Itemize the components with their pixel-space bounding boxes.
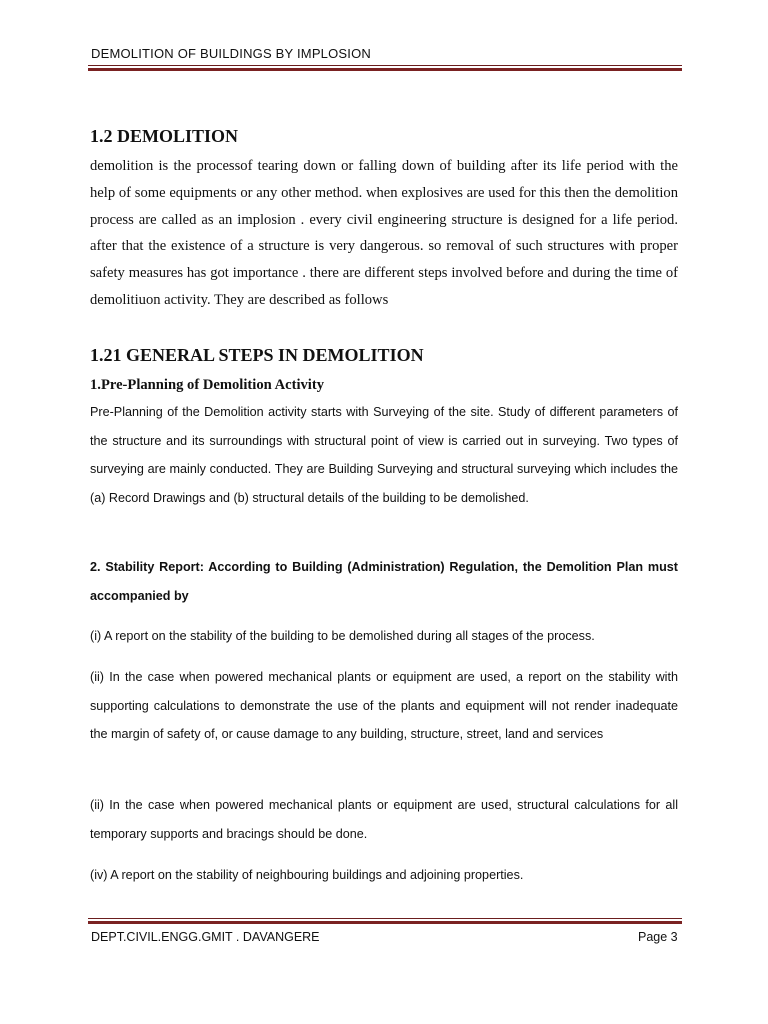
item-ii-b: (ii) In the case when powered mechanical plants or equipment are used, structural calculations for all temporary supports and bracings should be done. (90, 798, 678, 841)
page-number: Page 3 (638, 930, 678, 944)
step2-title: 2. Stability Report: According to Building (Administration) Regulation, the Demolition Plan must accompanied by (90, 560, 678, 603)
demolition-paragraph: demolition is the processof tearing down or falling down of building after its life period with the help of some equipments or any other method. when explosives are used for this then the demolition process are called as an implosion . every civil engineering structure is designed for a life period. after that the existence of a structure is very dangerous. so removal of such structures with proper safety measures has got importance . there are different steps involved before and during the time of demolitiuon activity. They are described as follows (90, 158, 678, 308)
item-ii-a: (ii) In the case when powered mechanical plants or equipment are used, a report on the stability with supporting calculations to demonstrate the use of the plants and equipment will not render inadequate the margin of safety of, or cause damage to any building, structure, street, land and services (90, 670, 678, 741)
footer-rule (88, 918, 682, 924)
section-heading-demolition: 1.2 DEMOLITION (90, 126, 239, 146)
step1-title: 1.Pre-Planning of Demolition Activity (90, 377, 325, 393)
section-heading-general-steps: 1.21 GENERAL STEPS IN DEMOLITION (90, 345, 424, 365)
footer-department: DEPT.CIVIL.ENGG.GMIT . DAVANGERE (91, 930, 320, 944)
header-rule (88, 65, 682, 71)
running-header: DEMOLITION OF BUILDINGS BY IMPLOSION (91, 46, 372, 61)
item-iv: (iv) A report on the stability of neighbouring buildings and adjoining properties. (90, 868, 524, 882)
step1-paragraph: Pre-Planning of the Demolition activity starts with Surveying of the site. Study of different parameters of the structure and its surroundings with structural point of view is carried out in surveying. Two types of surveying are mainly conducted. They are Building Surveying and structural surveying which includes the (a) Record Drawings and (b) structural details of the building to be demolished. (90, 405, 678, 505)
item-i: (i) A report on the stability of the building to be demolished during all stages of the process. (90, 629, 595, 643)
